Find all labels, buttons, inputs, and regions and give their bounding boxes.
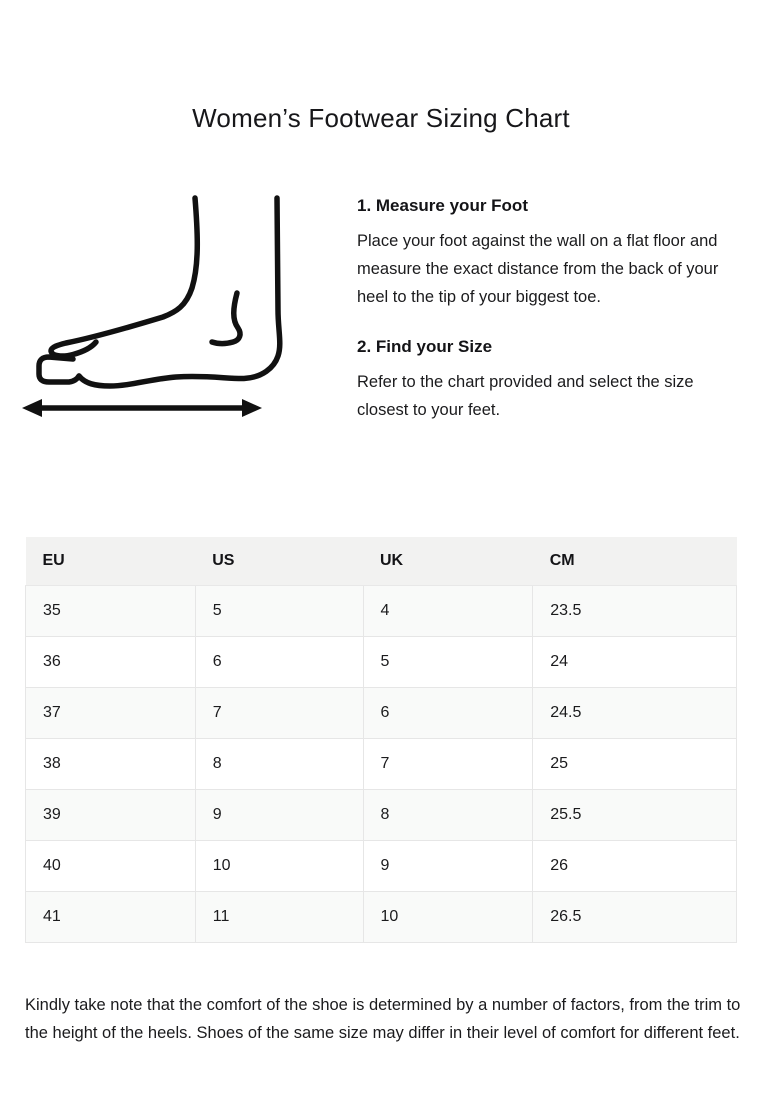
table-cell: 9	[363, 841, 533, 892]
table-cell: 10	[195, 841, 363, 892]
table-cell: 11	[195, 892, 363, 943]
comfort-disclaimer-note: Kindly take note that the comfort of the shoe is determined by a number of factors, from the trim to the height of the heels. Shoes of the same size may differ in their level of comfort for different feet.	[25, 995, 741, 1042]
table-cell: 9	[195, 790, 363, 841]
instructions	[357, 196, 747, 424]
step-body: Refer to the chart provided and select the size closest to your feet.	[357, 373, 694, 419]
length-measurement-arrow-icon	[22, 399, 262, 417]
table-cell: 26.5	[533, 892, 737, 943]
table-row	[26, 739, 737, 790]
column-header-uk: UK	[363, 537, 533, 586]
table-cell: 10	[363, 892, 533, 943]
table-cell: 25.5	[533, 790, 737, 841]
foot-measurement-illustration	[15, 190, 295, 420]
column-header-eu: EU	[26, 537, 196, 586]
step-heading: 1. Measure your Foot	[357, 196, 528, 215]
table-row	[26, 892, 737, 943]
step-body: Place your foot against the wall on a flat floor and measure the exact distance from the back of your heel to the tip of your biggest toe.	[357, 232, 719, 306]
table-cell: 8	[195, 739, 363, 790]
foot-outline-icon	[39, 198, 280, 386]
table-cell: 6	[195, 637, 363, 688]
table-cell: 38	[26, 739, 196, 790]
table-cell: 6	[363, 688, 533, 739]
table-cell: 39	[26, 790, 196, 841]
table-row	[26, 586, 737, 637]
table-row	[26, 790, 737, 841]
column-header-us: US	[195, 537, 363, 586]
table-row	[26, 688, 737, 739]
column-header-cm: CM	[533, 537, 737, 586]
table-cell: 23.5	[533, 586, 737, 637]
table-cell: 5	[195, 586, 363, 637]
table-cell: 37	[26, 688, 196, 739]
table-cell: 24.5	[533, 688, 737, 739]
table-cell: 36	[26, 637, 196, 688]
table-cell: 35	[26, 586, 196, 637]
table-cell: 4	[363, 586, 533, 637]
table-cell: 7	[195, 688, 363, 739]
table-cell: 5	[363, 637, 533, 688]
table-cell: 25	[533, 739, 737, 790]
table-row	[26, 637, 737, 688]
table-cell: 41	[26, 892, 196, 943]
table-cell: 40	[26, 841, 196, 892]
table-cell: 24	[533, 637, 737, 688]
step-find-size	[357, 337, 747, 424]
table-cell: 26	[533, 841, 737, 892]
table-row	[26, 841, 737, 892]
table-cell: 8	[363, 790, 533, 841]
step-heading: 2. Find your Size	[357, 337, 493, 356]
page-title: Women’s Footwear Sizing Chart	[192, 103, 570, 134]
table-header-row	[26, 537, 737, 586]
step-measure-foot	[357, 196, 747, 311]
table-cell: 7	[363, 739, 533, 790]
size-chart-table	[25, 537, 737, 943]
